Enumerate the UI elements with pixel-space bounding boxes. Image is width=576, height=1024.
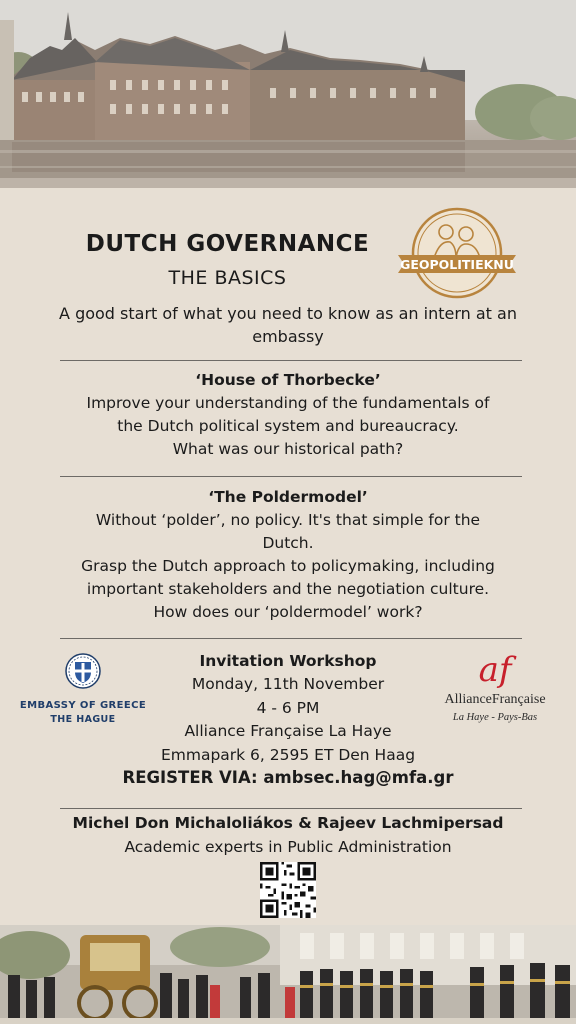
workshop-venue: Alliance Française La Haye bbox=[184, 722, 392, 740]
section-line: Improve your understanding of the fundamentals of bbox=[86, 394, 490, 412]
geopolitieknu-logo bbox=[394, 206, 520, 300]
alliance-name: AllianceFrançaise bbox=[444, 692, 546, 707]
section-title: ‘The Poldermodel’ bbox=[208, 488, 368, 506]
section-line: Grasp the Dutch approach to policymaking, including bbox=[81, 557, 495, 575]
section-title: ‘House of Thorbecke’ bbox=[195, 371, 381, 389]
section-line: important stakeholders and the negotiation culture. bbox=[86, 580, 490, 598]
divider bbox=[60, 476, 522, 477]
register-email[interactable]: REGISTER VIA: ambsec.hag@mfa.gr bbox=[122, 768, 454, 787]
divider bbox=[60, 638, 522, 639]
alliance-city: La Haye - Pays-Bas bbox=[452, 712, 538, 723]
divider bbox=[60, 808, 522, 809]
intro-text bbox=[0, 302, 576, 348]
speaker-names: Michel Don Michaloliákos & Rajeev Lachmipersad bbox=[72, 814, 504, 832]
hero-photo-binnenhof bbox=[0, 0, 576, 188]
section-line: How does our ‘poldermodel’ work? bbox=[153, 603, 423, 621]
intro-line: A good start of what you need to know as an intern at an embassy bbox=[59, 304, 517, 346]
embassy-of-greece-logo bbox=[16, 652, 150, 725]
footer-photo-ceremony bbox=[0, 925, 576, 1024]
embassy-name: EMBASSY OF GREECE bbox=[19, 700, 147, 711]
embassy-city: THE HAGUE bbox=[50, 714, 116, 725]
section-poldermodel bbox=[0, 488, 576, 624]
speaker-role: Academic experts in Public Administration bbox=[124, 838, 452, 856]
workshop-address: Emmapark 6, 2595 ET Den Haag bbox=[160, 745, 416, 764]
section-line: Without ‘polder’, no policy. It's that simple for the bbox=[95, 511, 481, 529]
af-logo-icon: af bbox=[478, 650, 512, 690]
workshop-details bbox=[150, 650, 426, 767]
page-subtitle: THE BASICS bbox=[168, 267, 287, 289]
section-house-of-thorbecke bbox=[0, 371, 576, 461]
qr-code[interactable] bbox=[260, 862, 316, 918]
page-title: DUTCH GOVERNANCE bbox=[85, 231, 370, 257]
logo-text: GEOPOLITIEKNU bbox=[400, 257, 514, 272]
section-line: the Dutch political system and bureaucracy. bbox=[117, 417, 459, 435]
alliance-francaise-logo bbox=[436, 652, 554, 723]
section-line: Dutch. bbox=[262, 534, 314, 552]
workshop-title: Invitation Workshop bbox=[199, 652, 377, 670]
workshop-time: 4 - 6 PM bbox=[256, 698, 320, 717]
greek-coat-of-arms-icon bbox=[64, 652, 102, 690]
divider bbox=[60, 360, 522, 361]
workshop-date: Monday, 11th November bbox=[191, 675, 385, 693]
section-line: What was our historical path? bbox=[172, 440, 404, 458]
